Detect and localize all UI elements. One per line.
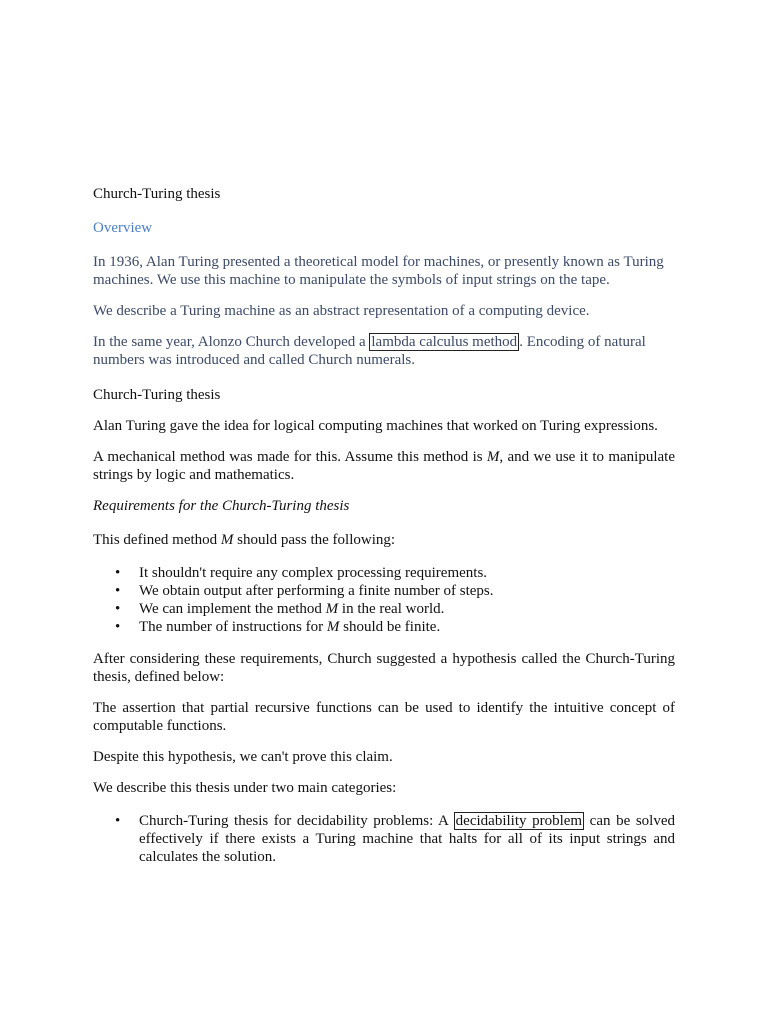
bullet-icon: • [115,813,121,829]
intro-paragraph-1: In 1936, Alan Turing presented a theoretical model for machines, or presently known as Turing machines. We use this machine to manipulate the symbols of input strings on the tape. [93,254,664,288]
section-heading: Church-Turing thesis [93,387,221,403]
bullet-icon: • [115,583,121,599]
section-paragraph-1: Alan Turing gave the idea for logical computing machines that worked on Turing expressions. [93,418,658,434]
document-title: Church-Turing thesis [93,186,221,202]
requirements-list [93,564,675,636]
list-item-text-after: in the real world. [338,601,445,617]
list-item [93,812,675,866]
list-item-text: The number of instructions for [139,619,327,635]
section-paragraph-2 [93,448,675,484]
categories-intro: We describe this thesis under two main categories: [93,780,397,796]
s2-p2-before: A mechanical method was made for this. Assume this method is [93,449,487,465]
list-item [93,582,675,600]
method-variable: M [486,449,500,465]
s2-p2-after: , and we use it to manipulate strings by logic and mathematics. [93,449,675,483]
req-intro-after: should pass the following: [233,532,396,548]
despite-paragraph: Despite this hypothesis, we can't prove this claim. [93,749,393,765]
category-text-before: Church-Turing thesis for decidability problems: A [139,813,454,829]
decidability-problem-link[interactable]: decidability problem [455,813,583,829]
list-item [93,564,675,582]
intro-p3-text-before: In the same year, Alonzo Church developed a [93,334,370,350]
method-variable: M [326,619,340,635]
category-text-after: can be solved effectively if there exists a Turing machine that halts for all of its input strings and calculates the solution. [139,813,675,865]
assertion-paragraph: The assertion that partial recursive functions can be used to identify the intuitive concept of computable functions. [93,700,675,734]
list-item [93,618,675,636]
bullet-icon: • [115,619,121,635]
overview-heading: Overview [93,220,153,236]
req-intro-before: This defined method [93,532,221,548]
document-body [93,185,675,866]
list-item-text-after: should be finite. [339,619,441,635]
method-variable: M [325,601,339,617]
requirements-intro [93,531,675,549]
bullet-icon: • [115,601,121,617]
method-variable: M [220,532,234,548]
intro-paragraph-3 [93,333,675,369]
list-item-text: We can implement the method [139,601,326,617]
list-item-text: We obtain output after performing a finite number of steps. [139,583,494,599]
intro-p3-text-after: . Encoding of natural numbers was introduced and called Church numerals. [93,334,646,368]
bullet-icon: • [115,565,121,581]
categories-list [93,812,675,866]
lambda-calculus-link[interactable]: lambda calculus method [371,334,518,350]
list-item [93,600,675,618]
requirements-heading: Requirements for the Church-Turing thesis [93,498,350,514]
list-item-text: It shouldn't require any complex processing requirements. [139,565,488,581]
after-requirements-paragraph: After considering these requirements, Church suggested a hypothesis called the Church-Turing thesis, defined below: [93,651,675,685]
intro-paragraph-2: We describe a Turing machine as an abstract representation of a computing device. [93,303,590,319]
